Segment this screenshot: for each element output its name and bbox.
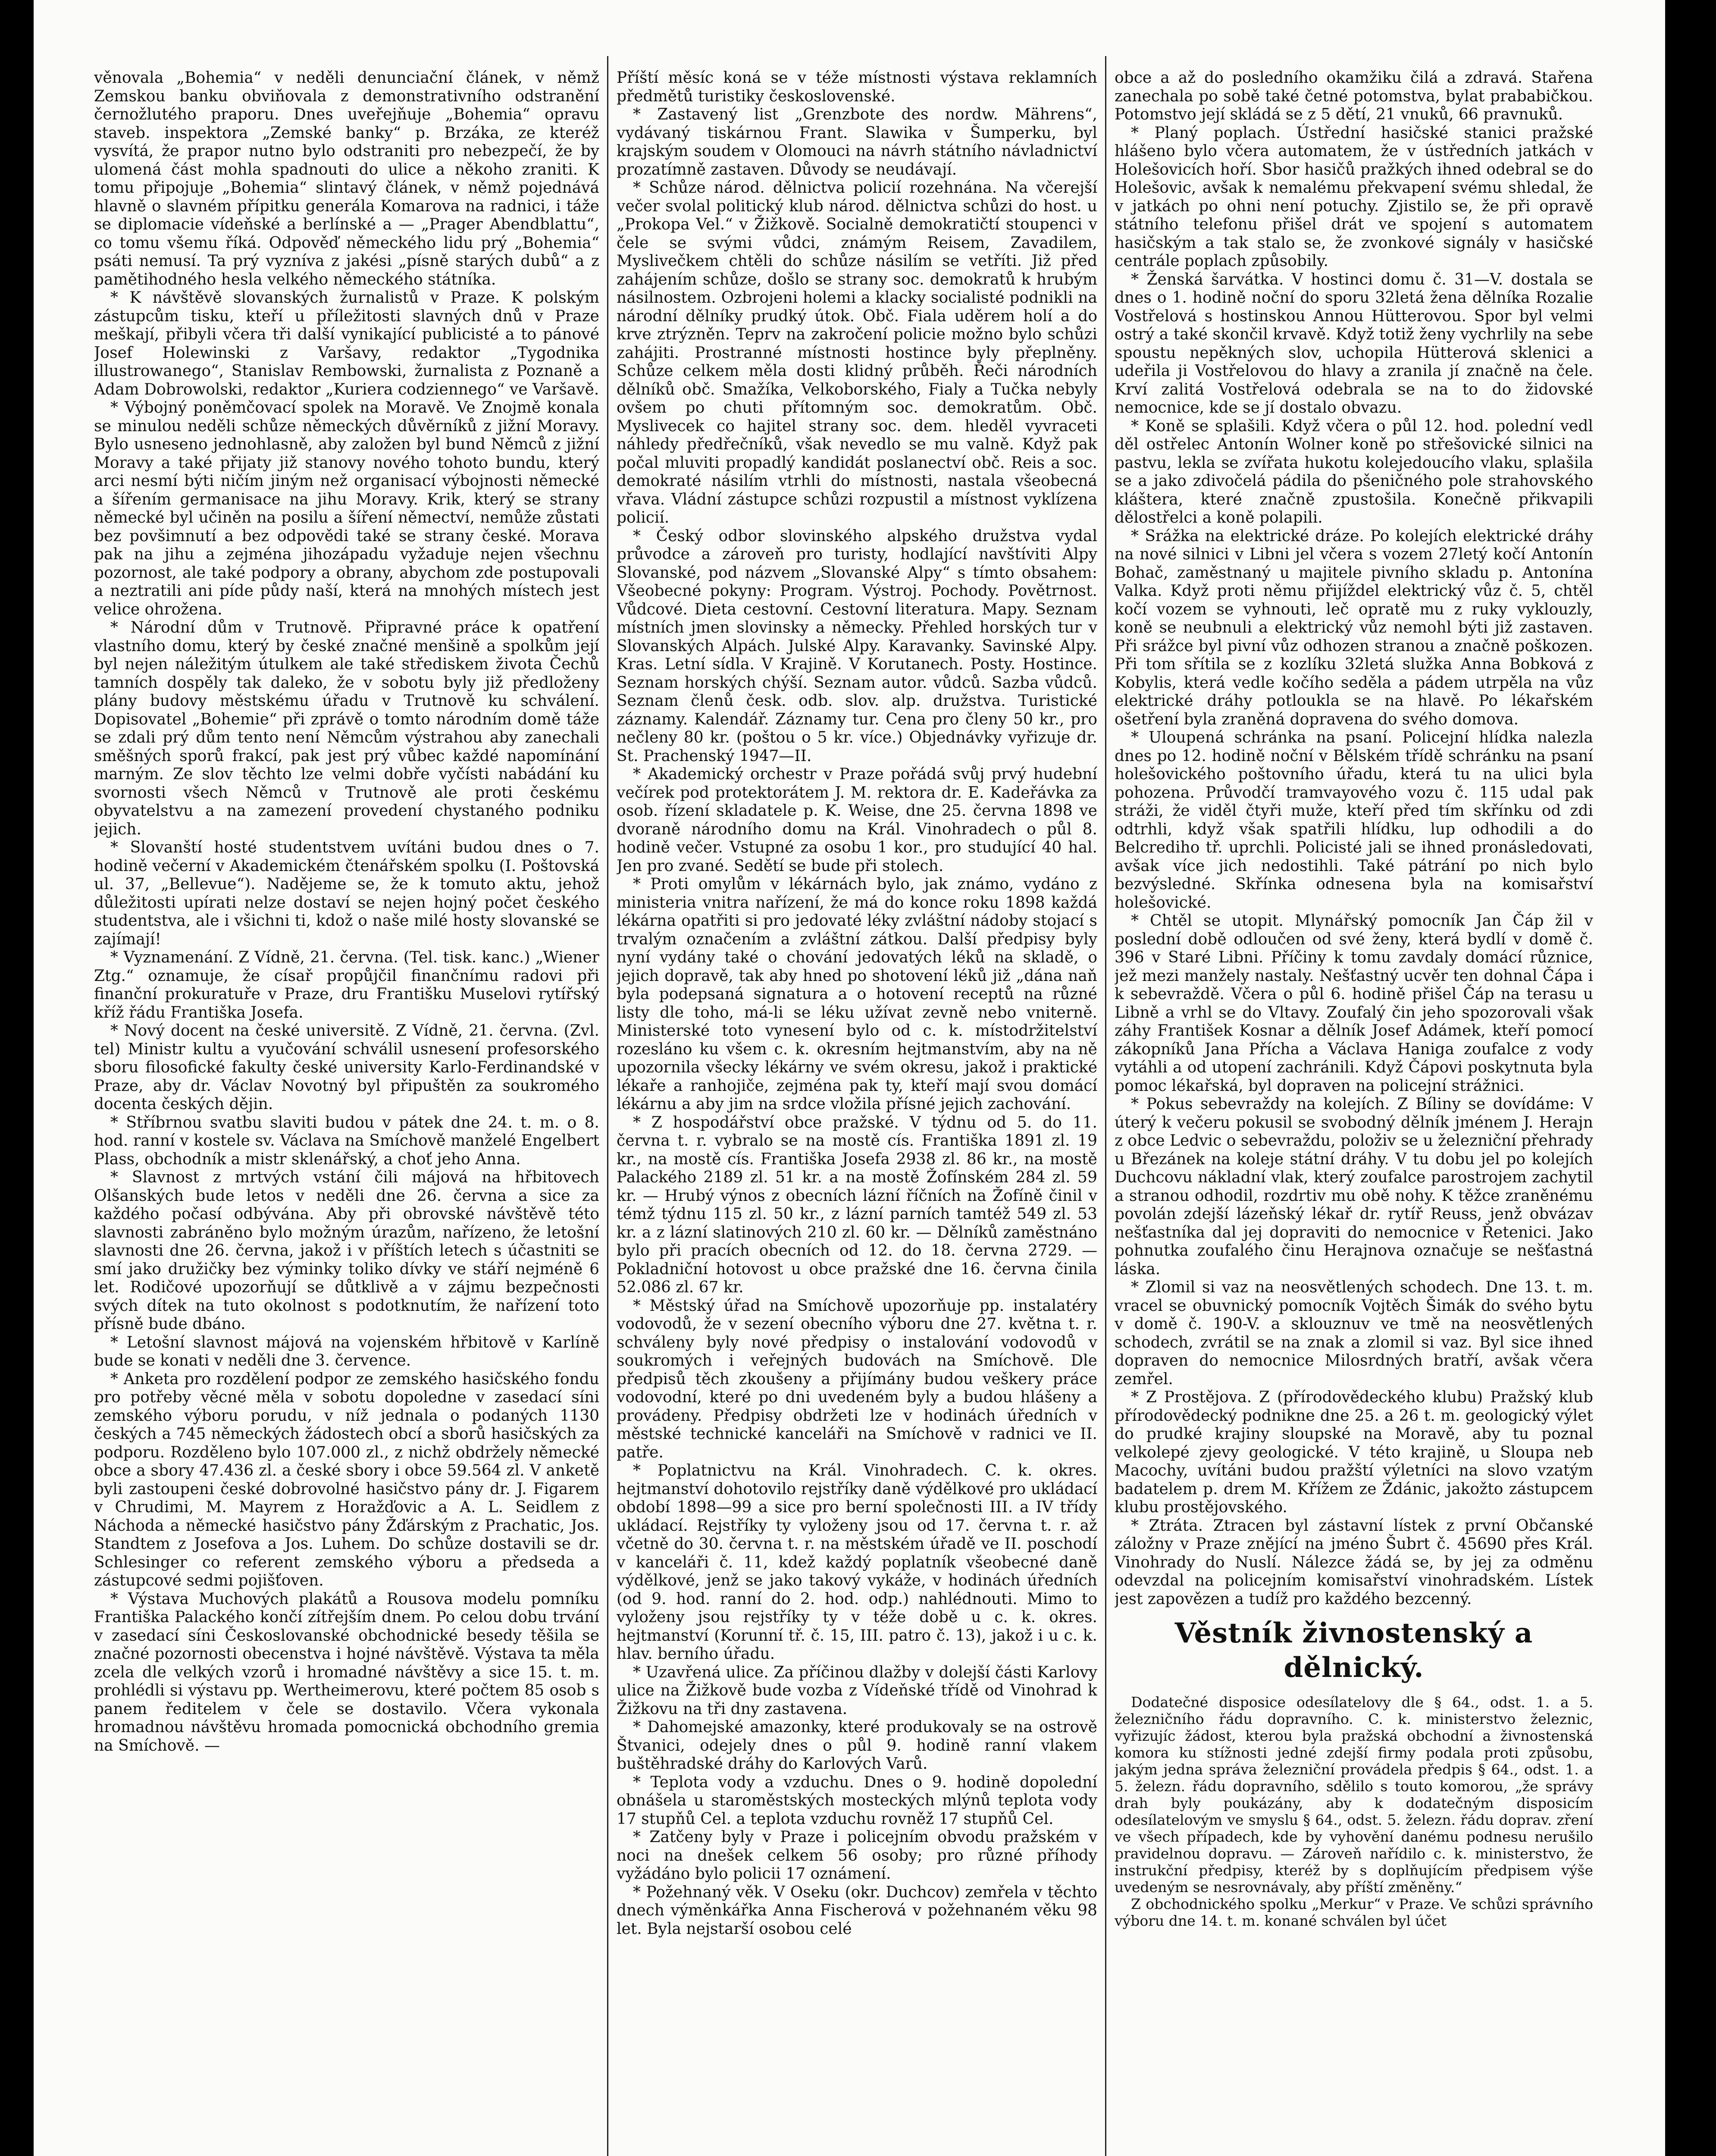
article: * Uzavřená ulice. Za příčinou dlažby v dolejší části Karlovy ulice na Žižkově bude vozba z Vídeňské třídě od Vinohrad k Žižkovu na tři dny zastavena.: [617, 1663, 1097, 1718]
column-rule: [607, 56, 608, 2156]
column-2: [617, 69, 1097, 2156]
article: * Proti omylům v lékárnách bylo, jak známo, vydáno z ministeria vnitra nařízení, že má do konce roku 1898 každá lékárna opatřiti si pro jedovaté léky zvláštní nádoby stojací s trvalým označením a zvláštní zátkou. Další předpisy byly nyní vydány také o chování jedovatých léků na skladě, o jejich dopravě, tak aby hned po shotovení léků již „dána naň byla podepsaná signatura a o hotovení receptů na různé listy dle toho, má-li se léku užívat zevně nebo vniterně. Ministerské toto vynesení bylo od c. k. místodržitelství rozesláno ku všem c. k. okresním hejtmanstvím, aby na ně upozornila všecky lékárny ve svém okresu, jakož i praktické lékaře a ranhojiče, zejména pak ty, kteří mají svou domácí lékárnu a aby jim na srdce vložila přísné jejich zachování.: [617, 875, 1097, 1113]
article: * Letošní slavnost májová na vojenském hřbitově v Karlíně bude se konati v neděli dne 3. července.: [94, 1333, 599, 1369]
article: * Ztráta. Ztracen byl zástavní lístek z první Občanské záložny v Praze znějící na jméno Šubrt č. 45690 přes Král. Vinohrady do Nuslí. Nálezce žádá se, by jej za odměnu odevzdal na policejním komisařství vinohradském. Lístek jest zapovězen a tudíž pro každého bezcenný.: [1115, 1517, 1593, 1608]
article: * Slavnost z mrtvých vstání čili májová na hřbitovech Olšanských bude letos v neděli dne 26. června a sice za každého počasí odbývána. Aby při obrovské návštěvě této slavnosti zabráněno bylo možným úrazům, nařízeno, že letošní slavnosti dne 26. června, jakož i v příštích letech s účastniti se smí jako družičky bez výminky toliko dívky ve stáří nejméně 6 let. Rodičové upozorňují se důtklivě a v zájmu bezpečnosti svých dítek na tuto okolnost s podotknutím, že nařízení toto přísně bude dbáno.: [94, 1169, 599, 1333]
article: * Dahomejské amazonky, které produkovaly se na ostrově Štvanici, odejely dnes o půl 9. hodině ranní vlakem buštěhradské dráhy do Karlových Varů.: [617, 1718, 1097, 1773]
article: * Chtěl se utopit. Mlynářský pomocník Jan Čáp žil v poslední době odloučen od své ženy, která bydlí v domě č. 396 v Staré Libni. Příčiny k tomu zavdaly domácí různice, jež mezi manžely nastaly. Nešťastný ucvěr ten dohnal Čápa i k sebevraždě. Včera o půl 6. hodině přišel Čáp na terasu u Libně a vrhl se do Vltavy. Zoufalý čin jeho spozorovali však záhy František Kosnar a dělník Josef Adámek, kteří pomocí zákopníků Jana Přícha a Václava Haniga zoufalce z vody vytáhli a od utopení zachránili. Když Čápovi poskytnuta byla pomoc lékařská, byl dopraven na policejní strážnici.: [1115, 912, 1593, 1095]
article: * Srážka na elektrické dráze. Po kolejích elektrické dráhy na nové silnici v Libni jel včera s vozem 27letý kočí Antonín Bohač, zaměstnaný u majitele pivního skladu p. Antonína Valka. Když proti němu přijíždel elektrický vůz č. 5, chtěl kočí vozem se vyhnouti, leč opratě mu z ruky vyklouzly, koně se neubnuli a elektrický vůz nemohl býti již zastaven. Při srážce byl pivní vůz odhozen stranou a značně poškozen. Při tom sřítila se z kozlíku 32letá služka Anna Bobková z Kobylis, která vedle kočího seděla a pádem utrpěla na vůz elektrické dráhy potloukla se na hlavě. Po lékařském ošetření byla zraněná dopravena do svého domova.: [1115, 527, 1593, 728]
article: * Zastavený list „Grenzbote des nordw. Mährens“, vydávaný tiskárnou Frant. Slawika v Šumperku, byl krajským soudem v Olomouci na návrh státního návladnictví prozatímně zastaven. Důvody se neudávají.: [617, 106, 1097, 179]
article: * Výstava Muchových plakátů a Rousova modelu pomníku Františka Palackého končí zítřejším dnem. Po celou dobu trvání v zasedací síni Českoslovanské obchodnické besedy těšila se značné pozornosti obecenstva i hojné návštěvě. Výstava ta měla zcela dle velkých vzorů i hromadné návštěvy a sice 15. t. m. prohlédli si výstavu pp. Wertheimerovu, které počtem 85 osob s panem ředitelem v čele se dostavilo. Včera vykonala hromadnou návštěvu hromada pomocnická obchodního gremia na Smíchově. —: [94, 1590, 599, 1755]
column-1: [94, 69, 599, 2156]
article: * Ženská šarvátka. V hostinci domu č. 31—V. dostala se dnes o 1. hodině noční do sporu 32letá žena dělníka Rozalie Vostřelová s hostinskou Annou Hütterovou. Spor byl velmi ostrý a také skončil krvavě. Když totiž ženy vychrlily na sebe spoustu nepěkných slov, uchopila Hütterová sklenici a udeřila ji Vostřelovou do hlavy a zranila jí značně na čele. Krví zalitá Vostřelová odebrala se na to do židovské nemocnice, kde se jí dostalo obvazu.: [1115, 270, 1593, 417]
article: * Poplatnictvu na Král. Vinohradech. C. k. okres. hejtmanství dohotovilo rejstříky daně výdělkové pro ukládací období 1898—99 a sice pro berní společnosti III. a IV třídy ukládací. Rejstříky ty vyloženy jsou od 17. června t. r. až včetně do 30. června t. r. na městském úřadě ve II. poschodí v kanceláři č. 11, kdež každý poplatník všeobecné daně výdělkové, jenž se jako takový vykáže, v hodinách úředních (od 9. hod. ranní do 2. hod. odp.) nahlédnouti. Mimo to vyloženy jsou rejstříky ty v téže době u c. k. okres. hejtmanství (Korunní tř. č. 15, III. patro č. 13), jakož i u c. k. hlav. berního úřadu.: [617, 1462, 1097, 1663]
article: * Uloupená schránka na psaní. Policejní hlídka nalezla dnes po 12. hodině noční v Bělském třídě schránku na psaní holešovického poštovního úřadu, která tu na ulici byla pohozena. Průvodčí tramvayového vozu č. 115 udal pak stráži, že viděl čtyři muže, kteří před tím skřínku od zdi odtrhli, když však spatřili hlídku, lup odhodili a do Belcrediho tř. uprchli. Policisté jali se ihned pronásledovati, avšak více jich nedostihli. Také pátrání po nich bylo bezvýsledné. Skřínka odnesena byla na komisařství holešovické.: [1115, 729, 1593, 912]
scan-right-border: [1665, 0, 1716, 2156]
article: * Pokus sebevraždy na kolejích. Z Bíliny se dovídáme: V úterý k večeru pokusil se svobodný dělník jménem J. Herajn z obce Ledvic o sebevraždu, položiv se u železniční přehrady u Březánek na koleje státní dráhy. V tu dobu jel po kolejích Duchcovu nákladní vlak, který zoufalce parostrojem zachytil a stranou odhodil, rozdrtiv mu obě nohy. K těžce zraněnému povolán zdejší lázeňský lékař dr. rytíř Reuss, jenž obvázav nešťastníka dal jej dopraviti do nemocnice v Řetenici. Jako pohnutka zoufalého činu Herajnova označuje se nešťastná láska.: [1115, 1095, 1593, 1278]
article: * Nový docent na české universitě. Z Vídně, 21. června. (Zvl. tel) Ministr kultu a vyučování schválil usnesení profesorského sboru filosofické fakulty české university Karlo-Ferdinandské v Praze, aby dr. Václav Novotný byl připuštěn za soukromého docenta českých dějin.: [94, 1022, 599, 1113]
article: * Zlomil si vaz na neosvětlených schodech. Dne 13. t. m. vracel se obuvnický pomocník Vojtěch Šimák do svého bytu v domě č. 190-V. a sklouznuv ve tmě na neosvětlených schodech, zvrátil se na znak a zlomil si vaz. Byl sice ihned dopraven do nemocnice Milosrdných bratří, avšak včera zemřel.: [1115, 1279, 1593, 1388]
article: * Teplota vody a vzduchu. Dnes o 9. hodině dopolední obnášela u staroměstských mosteckých mlýnů teplota vody 17 stupňů Cel. a teplota vzduchu rovněž 17 stupňů Cel.: [617, 1773, 1097, 1828]
article: * Vyznamenání. Z Vídně, 21. června. (Tel. tisk. kanc.) „Wiener Ztg.“ oznamuje, že císař propůjčil finančnímu radovi při finanční prokuratuře v Praze, dru Františku Muselovi rytířský kříž řádu Františka Josefa.: [94, 949, 599, 1022]
article: * Český odbor slovinského alpského družstva vydal průvodce a zároveň pro turisty, hodlající navštíviti Alpy Slovanské, pod názvem „Slovanské Alpy“ s tímto obsahem: Všeobecné pokyny: Program. Výstroj. Pochody. Povětrnost. Vůdcové. Dieta cestovní. Cestovní literatura. Mapy. Seznam místních jmen slovinsky a německy. Přehled horských tur v Slovanských Alpách. Julské Alpy. Karavanky. Savinské Alpy. Kras. Letní sídla. V Krajině. V Korutanech. Posty. Hostince. Seznam horských chýší. Seznam autor. vůdců. Sazba vůdců. Seznam členů česk. odb. slov. alp. družstva. Turistické záznamy. Kalendář. Záznamy tur. Cena pro členy 50 kr., pro nečleny 80 kr. (poštou o 5 kr. více.) Objednávky vyřizuje dr. St. Prachenský 1947—II.: [617, 527, 1097, 765]
article: * Schůze národ. dělnictva policií rozehnána. Na včerejší večer svolal politický klub národ. dělnictva schůzi do host. u „Prokopa Vel.“ v Žižkově. Socialně demokratičtí stoupenci v čele se svými vůdci, známým Reisem, Zavadilem, Myslivečkem chtěli do schůze násilím se vetříti. Již před zahájením schůze, došlo se strany soc. demokratů k hrubým násilnostem. Ozbrojeni holemi a klacky socialisté podnikli na národní dělníky prudký útok. Obč. Fiala uděrem holí a do krve ztrýzněn. Teprv na zakročení policie možno bylo schůzi zahájiti. Prostranné místnosti hostince byly přeplněny. Schůze celkem měla dosti klidný průběh. Řeči národních dělníků obč. Smažíka, Velkoborského, Fialy a Tučka nebyly ovšem po chuti přítomným soc. demokratům. Obč. Myslivecek co hajitel strany soc. dem. hleděl vyvraceti náhledy předřečníků, však nevedlo se mu valně. Když pak počal mluviti propadlý kandidát poslanectví obč. Reis a soc. demokraté násilím vtrhli do místnosti, nastala všeobecná vřava. Vládní zástupce schůzi rozpustil a místnost vyklízena policií.: [617, 179, 1097, 526]
scan-left-border: [0, 0, 34, 2156]
article: * Koně se splašili. Když včera o půl 12. hod. polední vedl děl ostřelec Antonín Wolner koně po střešovické silnici na pastvu, lekla se zvířata hukotu kolejedoucího vlaku, splašila se a jako zdivočelá pádila do pšeničného pole strahovského kláštera, které značně zpustošila. Konečně přikvapili dělostřelci a koně polapili.: [1115, 417, 1593, 526]
column-3: [1115, 69, 1593, 2156]
article: * Planý poplach. Ústřední hasičské stanici pražské hlášeno bylo včera automatem, že v ústředních jatkách v Holešovicích hoří. Sbor hasičů pražkých ihned odebral se do Holešovic, avšak k nemalému překvapení svému shledal, že v jatkách po ohni není potuchy. Zjistilo se, že při opravě státního telefonu přišel drát ve spojení s automatem hasičským a tak stalo se, že zvonkové signály v hasičské centrále poplach způsobily.: [1115, 124, 1593, 270]
article: * Slovanští hosté studentstvem uvítáni budou dnes o 7. hodině večerní v Akademickém čtenářském spolku (I. Poštovská ul. 37, „Bellevue“). Nadějeme se, že k tomuto aktu, jehož důležitosti upírati nelze dostaví se nejen hojný počet českého studentstva, ale i všichni ti, kdož o naše milé hosty slovanské se zajímají!: [94, 839, 599, 948]
article: * Výbojný poněmčovací spolek na Moravě. Ve Znojmě konala se minulou neděli schůze německých důvěrníků z jižní Moravy. Bylo usneseno jednohlasně, aby založen byl bund Němců z jižní Moravy a také přijaty již stanovy nového tohoto bundu, který arci nesmí býti ničím jiným než organisací výbojnosti německé a šířením germanisace na jihu Moravy. Krik, který se strany německé byl učiněn na posilu a šíření němectví, nemůže zůstati bez povšimnutí a bez odpovědi také se strany české. Morava pak na jihu a zejména jihozápadu vyžaduje nejen všechnu pozornost, ale také podpory a obrany, abychom zde postupovali a neztratili ani píde půdy naší, která na mnohých místech jest velice ohrožena.: [94, 399, 599, 618]
article: věnovala „Bohemia“ v neděli denunciační článek, v němž Zemskou banku obviňovala z demonstrativního odstranění černožlutého praporu. Dnes uveřejňuje „Bohemia“ opravu staveb. inspektora „Zemské banky“ p. Brzáka, ze kteréž vysvítá, že prapor nutno bylo odstraniti pro nebezpečí, že by ulomená část mohla spadnouti do ulice a někoho zraniti. K tomu připojuje „Bohemia“ slintavý článek, v němž pojednává hlavně o slavném přípitku generála Komarova na radnici, i táže se diplomacie vídeňské a berlínské a — „Prager Abendblattu“, co tomu všemu říká. Odpověď německého lidu prý „Bohemia“ psáti nemusí. Ta prý vyzníva z jakési „písně starých dubů“ a z pamětihodného hesla velkého německého státníka.: [94, 69, 599, 288]
article: * K návštěvě slovanských žurnalistů v Praze. K polským zástupcům tisku, kteří u příležitosti slavných dnů v Praze meškají, přibyli včera tři další vynikající publicisté a to pánové Josef Holewinski z Varšavy, redaktor „Tygodnika illustrowanego“, Stanislav Rembowski, žurnalista z Poznaně a Adam Dobrowolski, redaktor „Kuriera codziennego“ ve Varšavě.: [94, 289, 599, 398]
article: Příští měsíc koná se v téže místnosti výstava reklamních předmětů turistiky československé.: [617, 69, 1097, 105]
article: * Zatčeny byly v Praze i policejním obvodu pražském v noci na dnešek celkem 56 osoby; pro různé příhody vyžádáno bylo policii 17 oznámení.: [617, 1828, 1097, 1883]
article: * Z hospodářství obce pražské. V týdnu od 5. do 11. června t. r. vybralo se na mostě cís. Františka 1891 zl. 19 kr., na mostě cís. Františka Josefa 2938 zl. 86 kr., na mostě Palackého 2189 zl. 51 kr. a na mostě Žofínském 284 zl. 59 kr. — Hrubý výnos z obecních lázní říčních na Žofíně činil v témž týdnu 115 zl. 50 kr., z lázní parních tamtéž 549 zl. 53 kr. a z lázní slatinových 210 zl. 60 kr. — Dělníků zaměstnáno bylo při pracích obecních od 12. do 18. června 2729. — Pokladniční hotovost u obce pražské dne 16. června činila 52.086 zl. 67 kr.: [617, 1113, 1097, 1296]
column-rule: [1105, 56, 1106, 2156]
article: * Z Prostějova. Z (přírodovědeckého klubu) Pražský klub přírodovědecký podnikne dne 25. a 26 t. m. geologický výlet do prudké krajiny sloupské na Moravě, aby tu poznal velkolepé zjevy geologické. V této krajině, u Sloupa neb Macochy, uvítáni budou pražští výletníci na slovo vzatým badatelem p. drem M. Křížem ze Ždánic, jakožto zástupcem klubu prostějovského.: [1115, 1388, 1593, 1516]
article: * Národní dům v Trutnově. Připravné práce k opatření vlastního domu, který by české značné menšině a spolkům její byl nejen náležitým útulkem ale také střediskem života Čechů tamních dospěly tak daleko, že v sobotu byly již předloženy plány budovy městskému úřadu v Trutnově ku schválení. Dopisovatel „Bohemie“ při zprávě o tomto národním domě táže se zdali prý dům tento není Němcům výstrahou aby zanechali směšných sporů frakcí, pak jest prý vůbec každé napomínání marným. Ze slov těchto lze velmi dobře vyčísti nabádání ku svornosti všech Němců v Trutnově ale proti českému obyvatelstvu a na zamezení provedení chystaného podniku jejich.: [94, 619, 599, 838]
notice: Dodatečné disposice odesílatelovy dle § 64., odst. 1. a 5. železničního řádu dopravního. C. k. ministerstvo železnic, vyřizujíc žádost, kterou byla pražská obchodní a živnostenská komora ku stížnosti jedné zdejší firmy podala proti způsobu, jakým jedna správa železniční provádela předpis § 64., odst. 1. a 5. železn. řádu dopravního, sdělilo s touto komorou, „že správy drah byly poukázány, aby k dodatečným disposicím odesílatelovým ve smyslu § 64., odst. 5. železn. řádu doprav. zření ve všech případech, kde by vyhovění danému podnesu nerušilo pravidelnou dopravu. — Zároveň nařídilo c. k. ministerstvo, že instrukční předpisy, kteréž by s doplňujícím předpisem výše uvedeným se nesrovnávaly, aby příští změněny.“: [1115, 1694, 1593, 1896]
article: * Akademický orchestr v Praze pořádá svůj prvý hudební večírek pod protektorátem J. M. rektora dr. E. Kadeřávka za osob. řízení skladatele p. K. Weise, dne 25. června 1898 ve dvoraně národního domu na Král. Vinohradech o půl 8. hodině večer. Vstupné za osobu 1 kor., pro studující 40 hal. Jen pro zvané. Sedětí se bude při stolech.: [617, 765, 1097, 875]
article: * Stříbrnou svatbu slaviti budou v pátek dne 24. t. m. o 8. hod. ranní v kostele sv. Václava na Smíchově manželé Engelbert Plass, obchodník a mistr sklenářský, a choť jeho Anna.: [94, 1113, 599, 1168]
article: * Městský úřad na Smíchově upozorňuje pp. instalatéry vodovodů, že v sezení obecního výboru dne 27. května t. r. schváleny byly nové předpisy o instalování vodovodů v soukromých i veřejných budovách na Smíchově. Dle předpisů těch zkoušeny a přijímány budou veškery práce vodovodní, které po dni uvedeném byly a budou hlášeny a provádeny. Předpisy obdržeti lze v hodinách úředních v městské technické kanceláři na Smíchově v radnici ve II. patře.: [617, 1297, 1097, 1461]
section-heading: Věstník živnostenský a dělnický.: [1174, 1617, 1533, 1684]
article: * Požehnaný věk. V Oseku (okr. Duchcov) zemřela v těchto dnech výměnkářka Anna Fischerová v požehnaném věku 98 let. Byla nejstarší osobou celé: [617, 1883, 1097, 1938]
article: obce a až do posledního okamžiku čilá a zdravá. Stařena zanechala po sobě také četné potomstva, bylat prababičkou. Potomstvo její skládá se z 5 dětí, 21 vnuků, 66 pravnuků.: [1115, 69, 1593, 123]
article: * Anketa pro rozdělení podpor ze zemského hasičského fondu pro potřeby věcné měla v sobotu dopoledne v zasedací síni zemského výboru porudu, v níž jednala o podaných 1130 českých a 745 německých žádostech obcí a sborů hasičských za podporu. Rozděleno bylo 107.000 zl., z nichž obdržely německé obce a sbory 47.436 zl. a české sbory i obce 59.564 zl. V anketě byli zastoupeni české dobrovolné hasičstvo pány dr. J. Figarem v Chrudimi, M. Mayrem z Horažďovic a A. L. Seidlem z Náchoda a německé hasičstvo pány Žďárským z Prachatic, Jos. Standtem z Josefova a Jos. Luhem. Do schůze dostavili se dr. Schlesinger co referent zemského výboru a předseda a zástupcové sedmi pojišťoven.: [94, 1370, 599, 1589]
notice: Z obchodnického spolku „Merkur“ v Praze. Ve schůzi správního výboru dne 14. t. m. konané schválen byl účet: [1115, 1896, 1593, 1929]
